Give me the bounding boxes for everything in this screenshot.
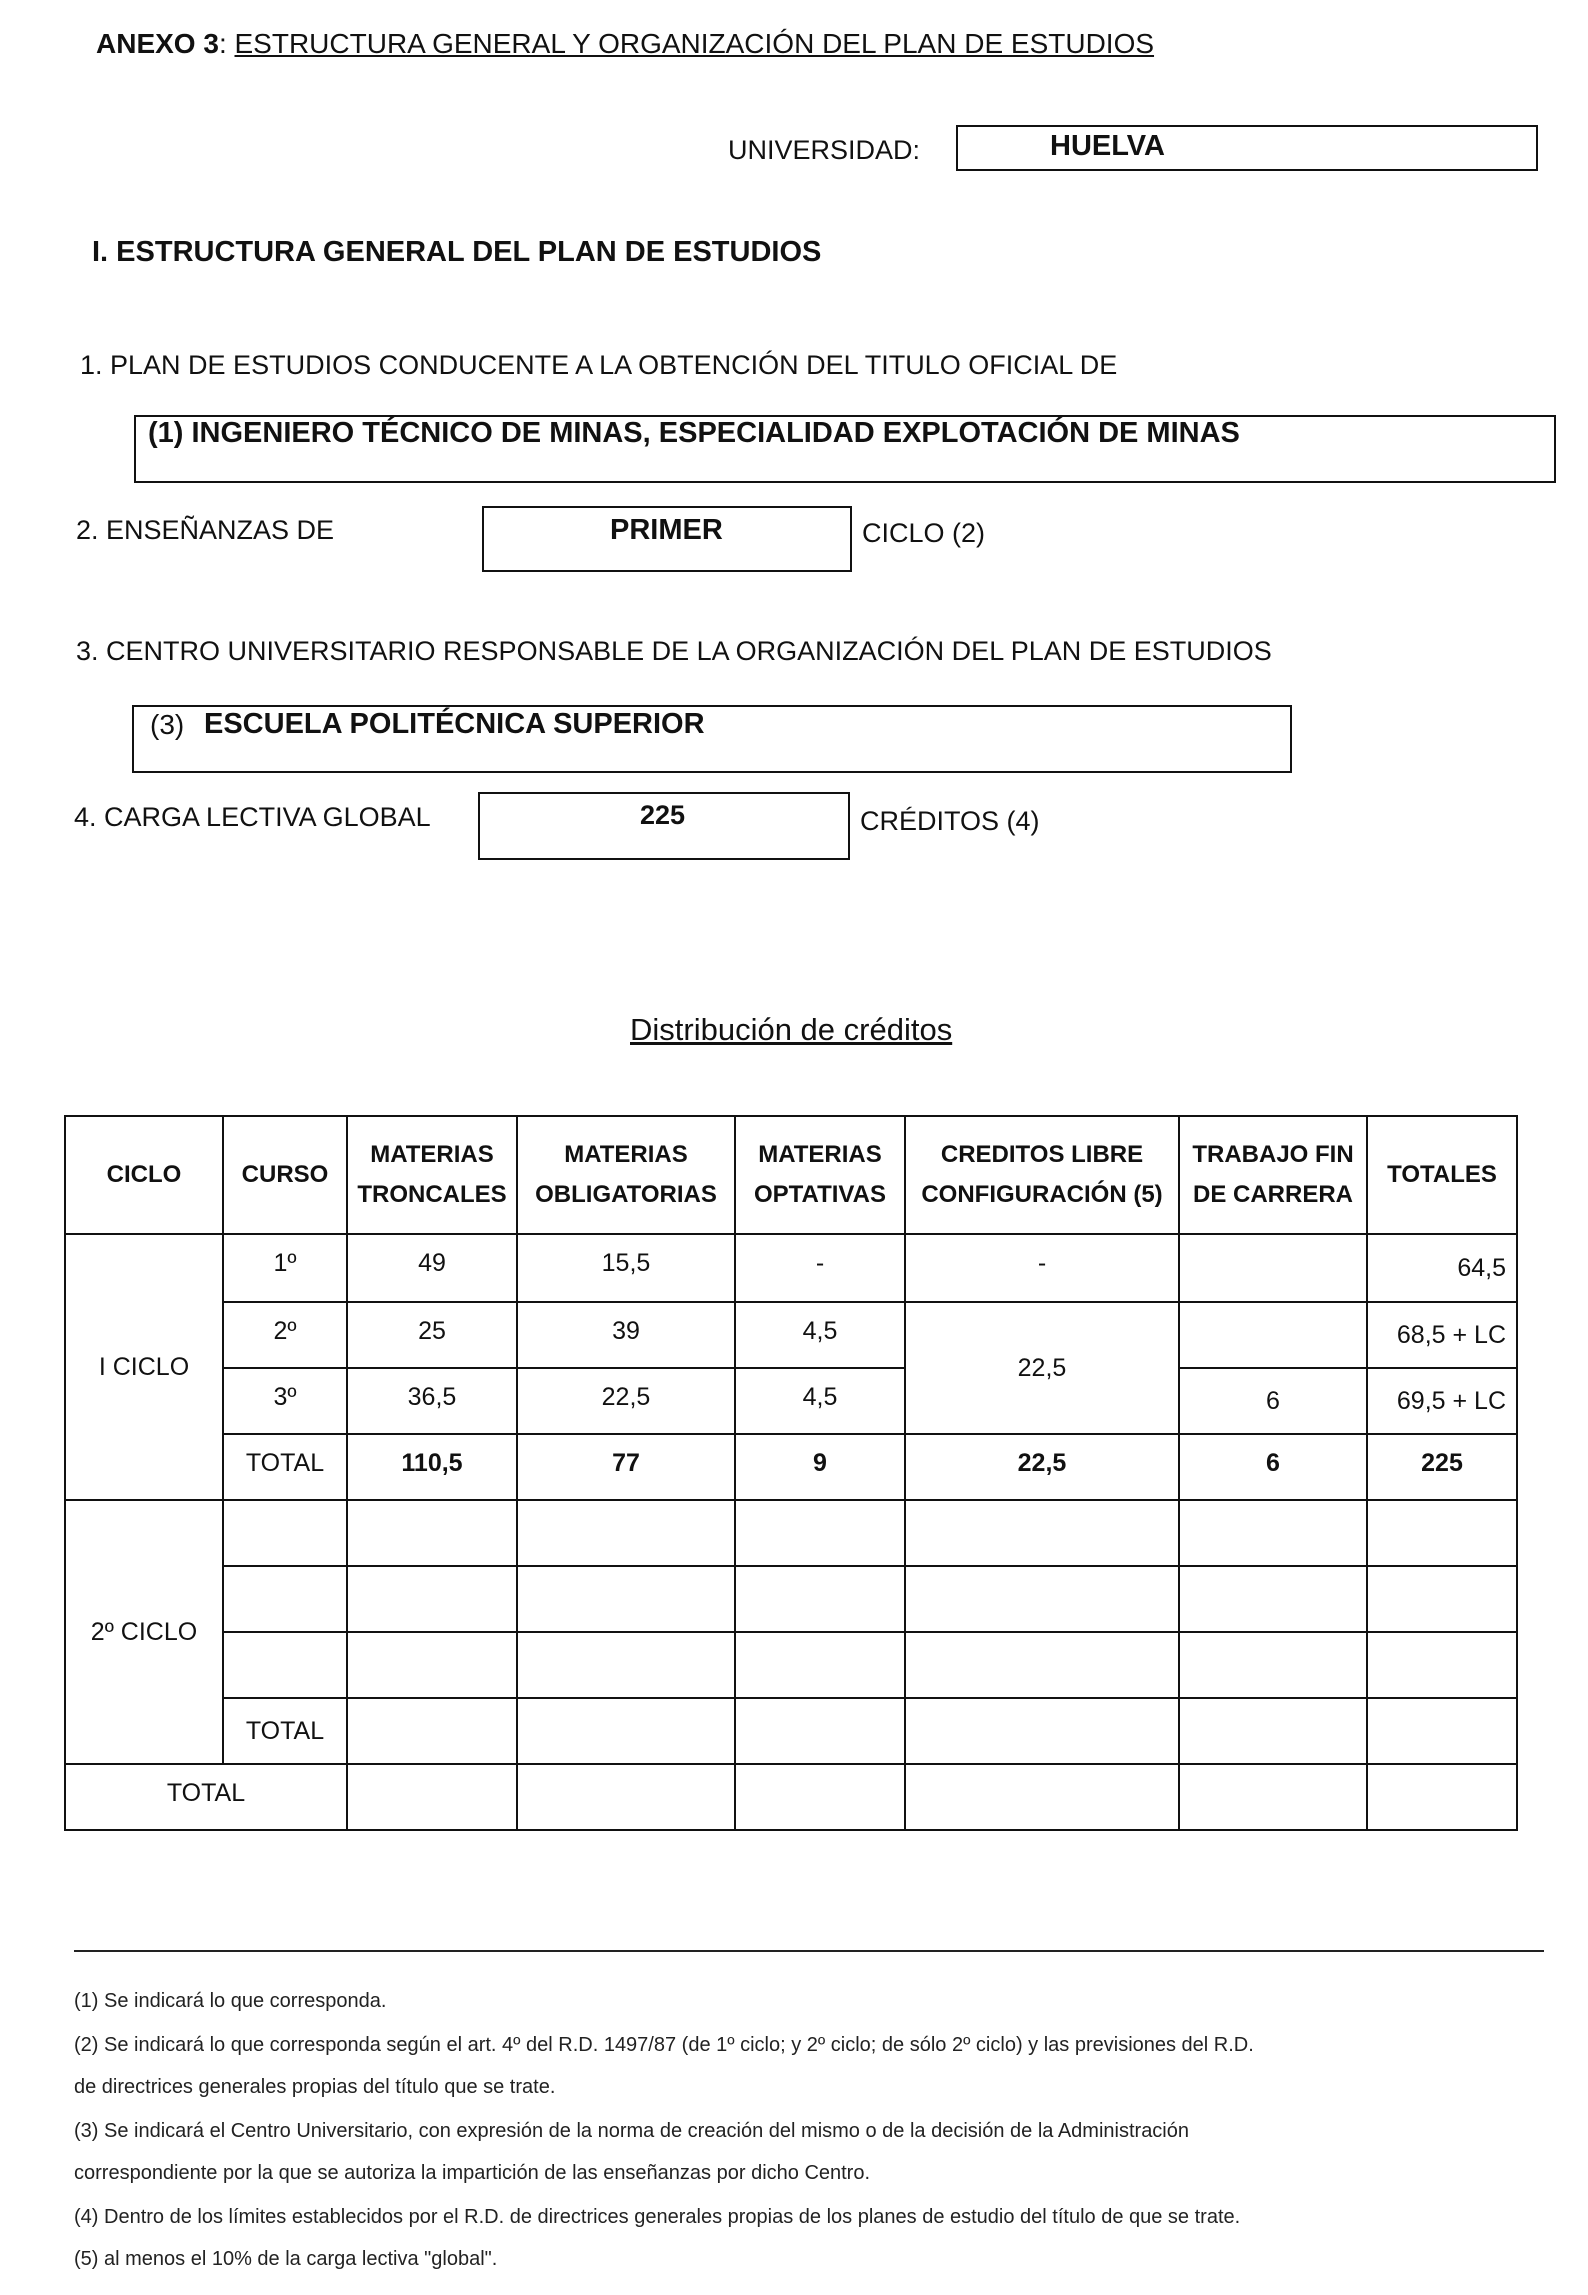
row2-curso: 2º — [223, 1302, 347, 1368]
table-row — [65, 1566, 1517, 1632]
header-trabajo — [1179, 1116, 1367, 1234]
empty-cell — [1179, 1566, 1367, 1632]
table-header-row — [65, 1116, 1517, 1234]
degree-box — [134, 415, 1556, 483]
row3-curso: 3º — [223, 1368, 347, 1434]
row2-troncales: 25 — [347, 1302, 517, 1368]
table-row — [65, 1368, 1517, 1434]
row2-totales: 68,5 + LC — [1367, 1302, 1517, 1368]
header-libre — [905, 1116, 1179, 1234]
first-total-obligatorias: 77 — [517, 1434, 735, 1500]
distribution-title: Distribución de créditos — [630, 1012, 953, 1047]
row2-trabajo — [1179, 1302, 1367, 1368]
empty-cell — [735, 1632, 905, 1698]
credits-box — [478, 792, 850, 860]
annex-title: ESTRUCTURA GENERAL Y ORGANIZACIÓN DEL PLAN DE ESTUDIOS — [234, 28, 1155, 59]
header-troncales-line2: TRONCALES — [357, 1181, 507, 1208]
row3-troncales: 36,5 — [347, 1368, 517, 1434]
empty-cell — [1179, 1500, 1367, 1566]
row1-libre: - — [905, 1234, 1179, 1302]
center-prefix: (3) — [150, 709, 185, 740]
second-total-label: TOTAL — [223, 1698, 347, 1764]
table-row — [65, 1234, 1517, 1302]
footnote-2: (2) Se indicará lo que corresponda según el art. 4º del R.D. 1497/87 (de 1º ciclo; y 2º ciclo; de sólo 2º ciclo) y las previsiones del R.D. — [74, 2034, 1254, 2056]
empty-cell — [347, 1500, 517, 1566]
empty-cell — [1367, 1566, 1517, 1632]
item4-label: 4. CARGA LECTIVA GLOBAL — [74, 802, 431, 832]
first-total-troncales: 110,5 — [347, 1434, 517, 1500]
row3-trabajo: 6 — [1179, 1368, 1367, 1434]
cycle-box — [482, 506, 852, 572]
header-optativas-line1: MATERIAS — [758, 1141, 882, 1168]
university-label: UNIVERSIDAD: — [728, 135, 921, 165]
row3-optativas: 4,5 — [735, 1368, 905, 1434]
header-libre-line1: CREDITOS LIBRE — [940, 1141, 1144, 1168]
university-box — [956, 125, 1538, 171]
empty-cell — [1367, 1764, 1517, 1830]
footnote-3: (3) Se indicará el Centro Universitario, con expresión de la norma de creación del mismo o de la decisión de la Administración — [74, 2120, 1189, 2142]
annex-separator: : — [218, 28, 227, 59]
item3-label: 3. CENTRO UNIVERSITARIO RESPONSABLE DE LA ORGANIZACIÓN DEL PLAN DE ESTUDIOS — [76, 636, 1272, 666]
empty-cell — [347, 1566, 517, 1632]
row2-obligatorias: 39 — [517, 1302, 735, 1368]
item2-label: 2. ENSEÑANZAS DE — [76, 515, 335, 545]
empty-cell — [905, 1566, 1179, 1632]
credits-table — [64, 1115, 1518, 1831]
table-row — [65, 1302, 1517, 1368]
empty-cell — [1179, 1698, 1367, 1764]
empty-cell — [1179, 1632, 1367, 1698]
empty-cell — [347, 1632, 517, 1698]
empty-cell — [517, 1566, 735, 1632]
first-total-totales: 225 — [1367, 1434, 1517, 1500]
empty-cell — [517, 1698, 735, 1764]
empty-cell — [905, 1698, 1179, 1764]
section-title: I. ESTRUCTURA GENERAL DEL PLAN DE ESTUDIOS — [92, 236, 822, 268]
row3-obligatorias: 22,5 — [517, 1368, 735, 1434]
empty-cell — [223, 1566, 347, 1632]
university-value: HUELVA — [1050, 130, 1165, 162]
first-total-trabajo: 6 — [1179, 1434, 1367, 1500]
empty-cell — [735, 1500, 905, 1566]
empty-cell — [1367, 1698, 1517, 1764]
degree-value: (1) INGENIERO TÉCNICO DE MINAS, ESPECIALIDAD EXPLOTACIÓN DE MINAS — [148, 417, 1240, 449]
first-cycle-label: I CICLO — [65, 1234, 223, 1500]
footnote-2-cont: de directrices generales propias del título que se trate. — [74, 2076, 556, 2098]
header-troncales-line1: MATERIAS — [370, 1141, 494, 1168]
empty-cell — [1367, 1632, 1517, 1698]
footnote-3-cont: correspondiente por la que se autoriza la impartición de las enseñanzas por dicho Centro. — [74, 2162, 871, 2184]
header-obligatorias — [517, 1116, 735, 1234]
header-troncales — [347, 1116, 517, 1234]
header-totales: TOTALES — [1367, 1116, 1517, 1234]
header-trabajo-line1: TRABAJO FIN — [1192, 1141, 1354, 1168]
grand-total-label: TOTAL — [65, 1764, 347, 1830]
row1-optativas: - — [735, 1234, 905, 1302]
footnote-divider — [74, 1950, 1544, 1952]
footnote-1: (1) Se indicará lo que corresponda. — [74, 1990, 387, 2012]
row3-totales: 69,5 + LC — [1367, 1368, 1517, 1434]
header-ciclo: CICLO — [65, 1116, 223, 1234]
table-row — [65, 1500, 1517, 1566]
empty-cell — [517, 1500, 735, 1566]
header-optativas — [735, 1116, 905, 1234]
credits-value: 225 — [640, 800, 686, 830]
table-row — [65, 1632, 1517, 1698]
header-obligatorias-line2: OBLIGATORIAS — [535, 1181, 717, 1208]
row1-troncales: 49 — [347, 1234, 517, 1302]
center-box — [132, 705, 1292, 773]
empty-cell — [347, 1764, 517, 1830]
first-total-libre: 22,5 — [905, 1434, 1179, 1500]
row1-totales: 64,5 — [1367, 1234, 1517, 1302]
grand-total-row — [65, 1764, 1517, 1830]
item2-suffix: CICLO (2) — [862, 518, 986, 548]
empty-cell — [223, 1632, 347, 1698]
empty-cell — [735, 1698, 905, 1764]
row1-trabajo — [1179, 1234, 1367, 1302]
row2-libre: 22,5 — [905, 1302, 1179, 1434]
header-trabajo-line2: DE CARRERA — [1192, 1181, 1353, 1208]
center-value: ESCUELA POLITÉCNICA SUPERIOR — [204, 708, 705, 740]
empty-cell — [517, 1632, 735, 1698]
annex-heading — [96, 28, 1154, 60]
empty-cell — [347, 1698, 517, 1764]
empty-cell — [905, 1764, 1179, 1830]
header-obligatorias-line1: MATERIAS — [564, 1141, 688, 1168]
empty-cell — [905, 1632, 1179, 1698]
header-optativas-line2: OPTATIVAS — [754, 1181, 886, 1208]
second-cycle-label: 2º CICLO — [65, 1500, 223, 1764]
row1-obligatorias: 15,5 — [517, 1234, 735, 1302]
row1-curso: 1º — [223, 1234, 347, 1302]
first-total-optativas: 9 — [735, 1434, 905, 1500]
header-libre-line2: CONFIGURACIÓN (5) — [921, 1181, 1163, 1208]
cycle-value: PRIMER — [610, 514, 723, 546]
empty-cell — [735, 1764, 905, 1830]
first-cycle-total-row — [65, 1434, 1517, 1500]
empty-cell — [735, 1566, 905, 1632]
header-curso: CURSO — [223, 1116, 347, 1234]
footnote-5: (5) al menos el 10% de la carga lectiva "global". — [74, 2248, 498, 2270]
row2-optativas: 4,5 — [735, 1302, 905, 1368]
empty-cell — [517, 1764, 735, 1830]
annex-label: ANEXO 3 — [96, 28, 219, 59]
empty-cell — [223, 1500, 347, 1566]
second-cycle-total-row — [65, 1698, 1517, 1764]
empty-cell — [1179, 1764, 1367, 1830]
item4-suffix: CRÉDITOS (4) — [860, 806, 1040, 836]
item1-label: 1. PLAN DE ESTUDIOS CONDUCENTE A LA OBTENCIÓN DEL TITULO OFICIAL DE — [80, 350, 1118, 380]
empty-cell — [1367, 1500, 1517, 1566]
footnote-4: (4) Dentro de los límites establecidos por el R.D. de directrices generales propias de los planes de estudio del título de que se trate. — [74, 2206, 1241, 2228]
first-total-label: TOTAL — [223, 1434, 347, 1500]
empty-cell — [905, 1500, 1179, 1566]
